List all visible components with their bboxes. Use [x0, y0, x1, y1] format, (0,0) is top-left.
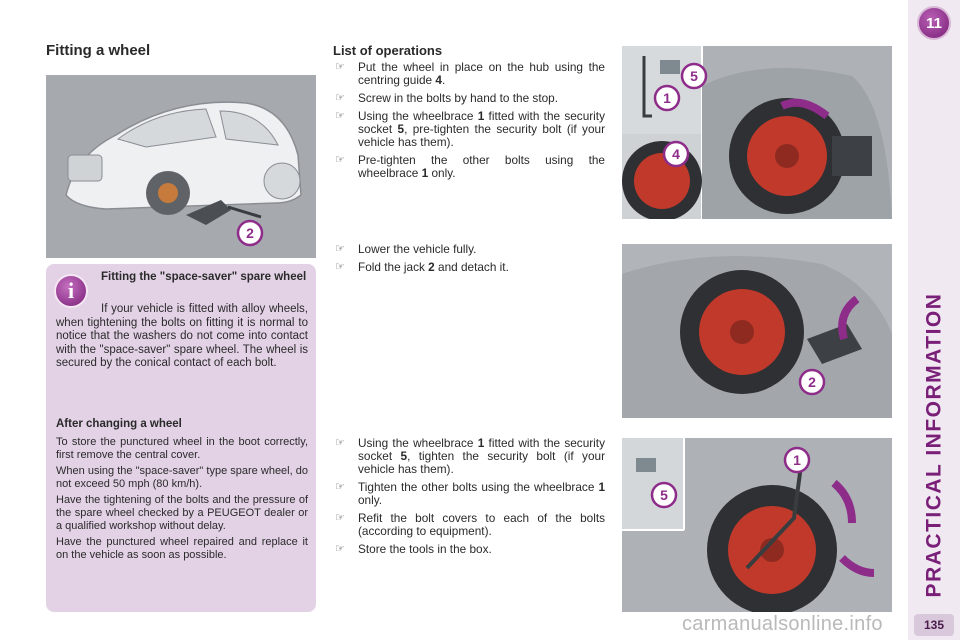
page-number: 135 — [914, 614, 954, 636]
figure-label-2: 2 — [246, 225, 254, 241]
paragraph: To store the punctured wheel in the boot correctly, first remove the central cover. — [56, 436, 308, 461]
list-item: ☞ Store the tools in the box. — [335, 542, 492, 556]
page-title: Fitting a wheel — [46, 42, 151, 59]
list-item: ☞ Put the wheel in place on the hub using the centring guide 4. — [335, 60, 605, 87]
pointing-hand-icon: ☞ — [335, 261, 345, 273]
pointing-hand-icon: ☞ — [335, 92, 345, 104]
paragraph: Have the punctured wheel repaired and replace it on the vehicle as soon as possible. — [56, 536, 308, 561]
figure-label-1: 1 — [663, 90, 671, 106]
figure-label-5: 5 — [660, 487, 668, 503]
list-item: ☞ Pre-tighten the other bolts using the wheelbrace 1 only. — [335, 153, 605, 180]
car-jack-illustration — [46, 75, 316, 258]
list-item: ☞ Refit the bolt covers to each of the bolts (according to equipment). — [335, 511, 605, 538]
info-box — [46, 264, 316, 612]
chapter-title: PRACTICAL INFORMATION — [922, 292, 945, 598]
list-item: ☞ Using the wheelbrace 1 fitted with the security socket 5, tighten the security bolt (if your vehicle has them). — [335, 436, 606, 476]
pointing-hand-icon: ☞ — [335, 437, 345, 449]
after-changing-heading: After changing a wheel — [56, 418, 182, 430]
chapter-tab — [908, 0, 960, 640]
figure-label-2: 2 — [808, 374, 816, 390]
watermark: carmanualsonline.info — [682, 613, 883, 635]
pointing-hand-icon: ☞ — [335, 512, 345, 524]
figure-label-4: 4 — [672, 146, 680, 162]
list-title: List of operations — [333, 43, 443, 58]
pointing-hand-icon: ☞ — [335, 481, 345, 493]
pointing-hand-icon: ☞ — [335, 243, 345, 255]
pointing-hand-icon: ☞ — [335, 543, 345, 555]
pointing-hand-icon: ☞ — [335, 61, 345, 73]
operations-list-3 — [333, 437, 605, 561]
operations-list-1 — [333, 61, 605, 185]
paragraph: When using the "space-saver" type spare wheel, do not exceed 50 mph (80 km/h). — [56, 465, 308, 490]
info-text: If your vehicle is fitted with alloy wheels, when tightening the bolts on fitting it is normal to notice that the washers do not come into contact with the "space-saver" spare wheel. The wheel is secured by the conical contact of each bolt. — [56, 303, 308, 369]
list-item: ☞ Using the wheelbrace 1 fitted with the security socket 5, pre-tighten the security bolt (if your vehicle has them). — [335, 109, 605, 149]
info-heading: Fitting the "space-saver" spare wheel — [101, 271, 307, 283]
figure-label-1: 1 — [793, 452, 801, 468]
info-icon: i — [54, 274, 88, 308]
list-item: ☞ Tighten the other bolts using the wheelbrace 1 only. — [335, 480, 605, 507]
list-item: ☞ Fold the jack 2 and detach it. — [335, 260, 509, 274]
pointing-hand-icon: ☞ — [335, 154, 345, 166]
figure-label-5: 5 — [690, 68, 698, 84]
operations-list-2 — [333, 243, 605, 279]
chapter-number-badge: 11 — [917, 6, 951, 40]
tighten-bolts-illustration — [622, 438, 892, 612]
list-item: ☞ Screw in the bolts by hand to the stop. — [335, 91, 559, 105]
pointing-hand-icon: ☞ — [335, 110, 345, 122]
paragraph: Have the tightening of the bolts and the pressure of the spare wheel checked by a PEUGEOT dealer or a qualified workshop without delay. — [56, 494, 308, 532]
wheel-fitting-illustration — [622, 46, 892, 219]
after-changing-paragraphs — [56, 436, 308, 565]
list-item: ☞ Lower the vehicle fully. — [335, 242, 477, 256]
lower-vehicle-illustration — [622, 244, 892, 418]
